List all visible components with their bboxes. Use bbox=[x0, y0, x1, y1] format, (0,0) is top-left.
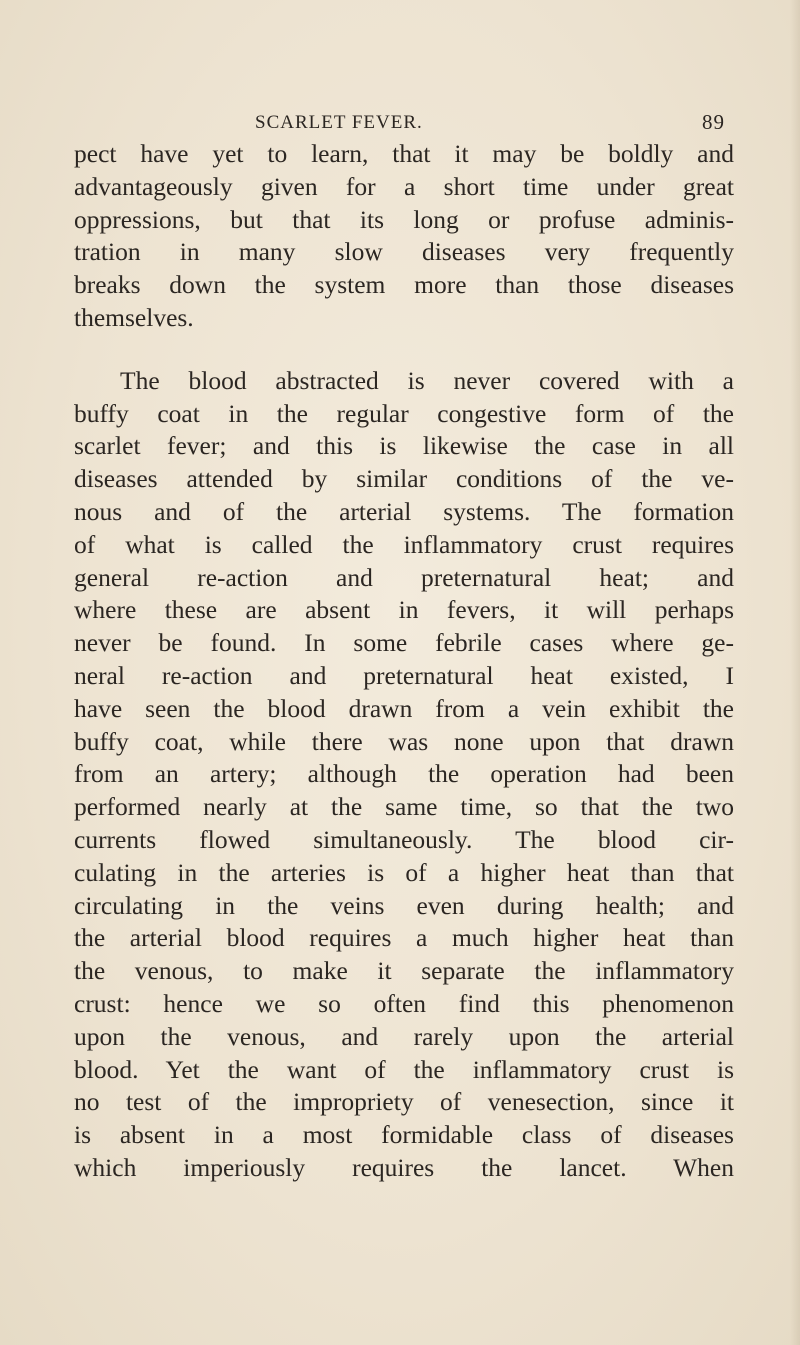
text-line: have seen the blood drawn from a vein exhibit the bbox=[74, 693, 734, 723]
text-line: currents flowed simultaneously. The blood cir- bbox=[74, 824, 734, 854]
text-line: pect have yet to learn, that it may be boldly and bbox=[74, 139, 734, 168]
text-line: the venous, to make it separate the inflammatory bbox=[74, 956, 734, 986]
text-line: of what is called the inflammatory crust requires bbox=[74, 529, 734, 559]
text-line: buffy coat in the regular congestive form of the bbox=[74, 398, 734, 428]
text-line: circulating in the veins even during health; and bbox=[74, 890, 734, 920]
text-line: general re-action and preternatural heat; and bbox=[74, 562, 734, 592]
text-line: diseases attended by similar conditions of the ve- bbox=[74, 464, 734, 494]
text-line: where these are absent in fevers, it will perhaps bbox=[74, 595, 734, 625]
paragraph-gap bbox=[74, 335, 734, 365]
text-line: culating in the arteries is of a higher heat than that bbox=[74, 857, 734, 887]
text-line: advantageously given for a short time under great bbox=[74, 171, 734, 201]
text-line: performed nearly at the same time, so that the two bbox=[74, 792, 734, 822]
text-line: is absent in a most formidable class of diseases bbox=[74, 1120, 734, 1150]
text-line: blood. Yet the want of the inflammatory crust is bbox=[74, 1054, 734, 1084]
text-line: buffy coat, while there was none upon that drawn bbox=[74, 726, 734, 756]
running-head-title: SCARLET FEVER. bbox=[255, 112, 423, 133]
text-line: scarlet fever; and this is likewise the case in all bbox=[74, 431, 734, 461]
text-line: from an artery; although the operation had been bbox=[74, 759, 734, 789]
text-line: no test of the impropriety of venesection, since it bbox=[74, 1087, 734, 1117]
text-line: neral re-action and preternatural heat existed, I bbox=[74, 660, 734, 690]
text-line: oppressions, but that its long or profuse adminis- bbox=[74, 204, 734, 234]
text-line: themselves. bbox=[74, 302, 194, 332]
text-line: upon the venous, and rarely upon the arterial bbox=[74, 1021, 734, 1051]
page-edge-shadow bbox=[790, 0, 800, 1345]
text-line: which imperiously requires the lancet. When bbox=[74, 1152, 734, 1182]
text-line: tration in many slow diseases very frequently bbox=[74, 237, 734, 267]
text-line: crust: hence we so often find this phenomenon bbox=[74, 988, 734, 1018]
page-number: 89 bbox=[702, 110, 725, 134]
body-text bbox=[74, 138, 734, 1185]
text-line: breaks down the system more than those diseases bbox=[74, 270, 734, 300]
text-line: nous and of the arterial systems. The formation bbox=[74, 496, 734, 526]
text-line: never be found. In some febrile cases where ge- bbox=[74, 628, 734, 658]
text-line: The blood abstracted is never covered with a bbox=[120, 365, 734, 395]
text-line: the arterial blood requires a much higher heat than bbox=[74, 923, 734, 953]
paragraph-continuation bbox=[74, 138, 734, 335]
paragraph-blood-abstracted bbox=[74, 365, 734, 1185]
